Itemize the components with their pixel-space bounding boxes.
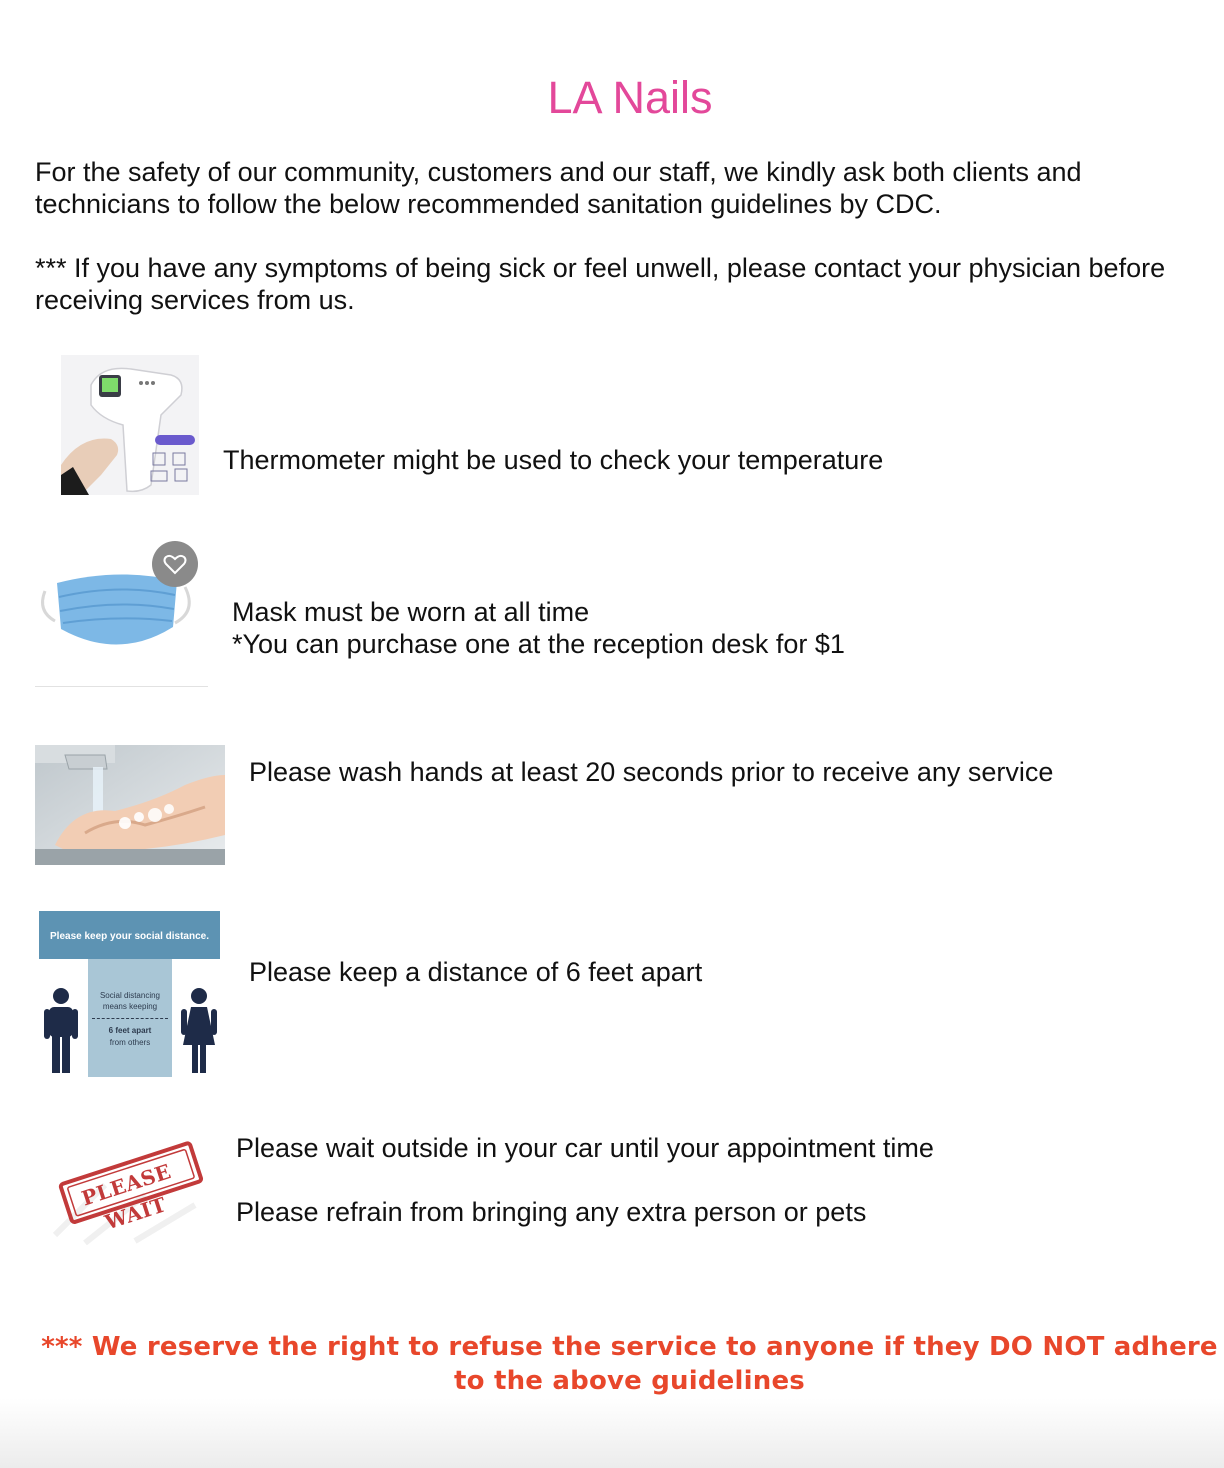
distance-sign-header: Please keep your social distance. xyxy=(39,911,220,959)
divider xyxy=(35,686,208,687)
distance-sign-panel xyxy=(88,959,172,1077)
mask-text-line2: *You can purchase one at the reception desk for $1 xyxy=(232,629,845,659)
distance-sign-line1: Social distancing xyxy=(99,991,161,1000)
social-distance-icon xyxy=(39,911,220,1077)
heart-icon xyxy=(163,553,187,575)
distance-sign-line2: means keeping xyxy=(102,1002,158,1011)
distance-sign-line4: from others xyxy=(109,1038,151,1047)
footer-shade xyxy=(0,1398,1224,1468)
person-male-icon xyxy=(43,987,79,1073)
wait-text-line2: Please refrain from bringing any extra person or pets xyxy=(236,1197,867,1227)
mask-text-line1: Mask must be worn at all time xyxy=(232,597,590,627)
thermometer-text: Thermometer might be used to check your temperature xyxy=(223,445,884,475)
handwash-text: Please wash hands at least 20 seconds prior to receive any service xyxy=(249,757,1054,787)
wait-text-line1: Please wait outside in your car until your appointment time xyxy=(236,1133,934,1163)
distance-sign-line3: 6 feet apart xyxy=(108,1026,152,1035)
page-title: LA Nails xyxy=(547,72,713,123)
please-wait-stamp-icon xyxy=(45,1125,215,1245)
person-female-icon xyxy=(181,987,217,1073)
favorite-button[interactable] xyxy=(152,541,198,587)
distance-arrow xyxy=(92,1018,168,1019)
distance-text: Please keep a distance of 6 feet apart xyxy=(249,957,703,987)
symptoms-notice: *** If you have any symptoms of being sick or feel unwell, please contact your physician before receiving services from us. xyxy=(35,253,1166,315)
thermometer-icon xyxy=(61,355,199,495)
handwash-icon xyxy=(35,745,225,865)
please-wait-stamp-text: PLEASE WAIT xyxy=(78,1159,175,1235)
refusal-warning: *** We reserve the right to refuse the service to anyone if they DO NOT adhere to the above guidelines xyxy=(41,1332,1218,1396)
intro-paragraph: For the safety of our community, customers and our staff, we kindly ask both clients and technicians to follow the below recommended sanitation guidelines by CDC. xyxy=(35,157,1082,219)
